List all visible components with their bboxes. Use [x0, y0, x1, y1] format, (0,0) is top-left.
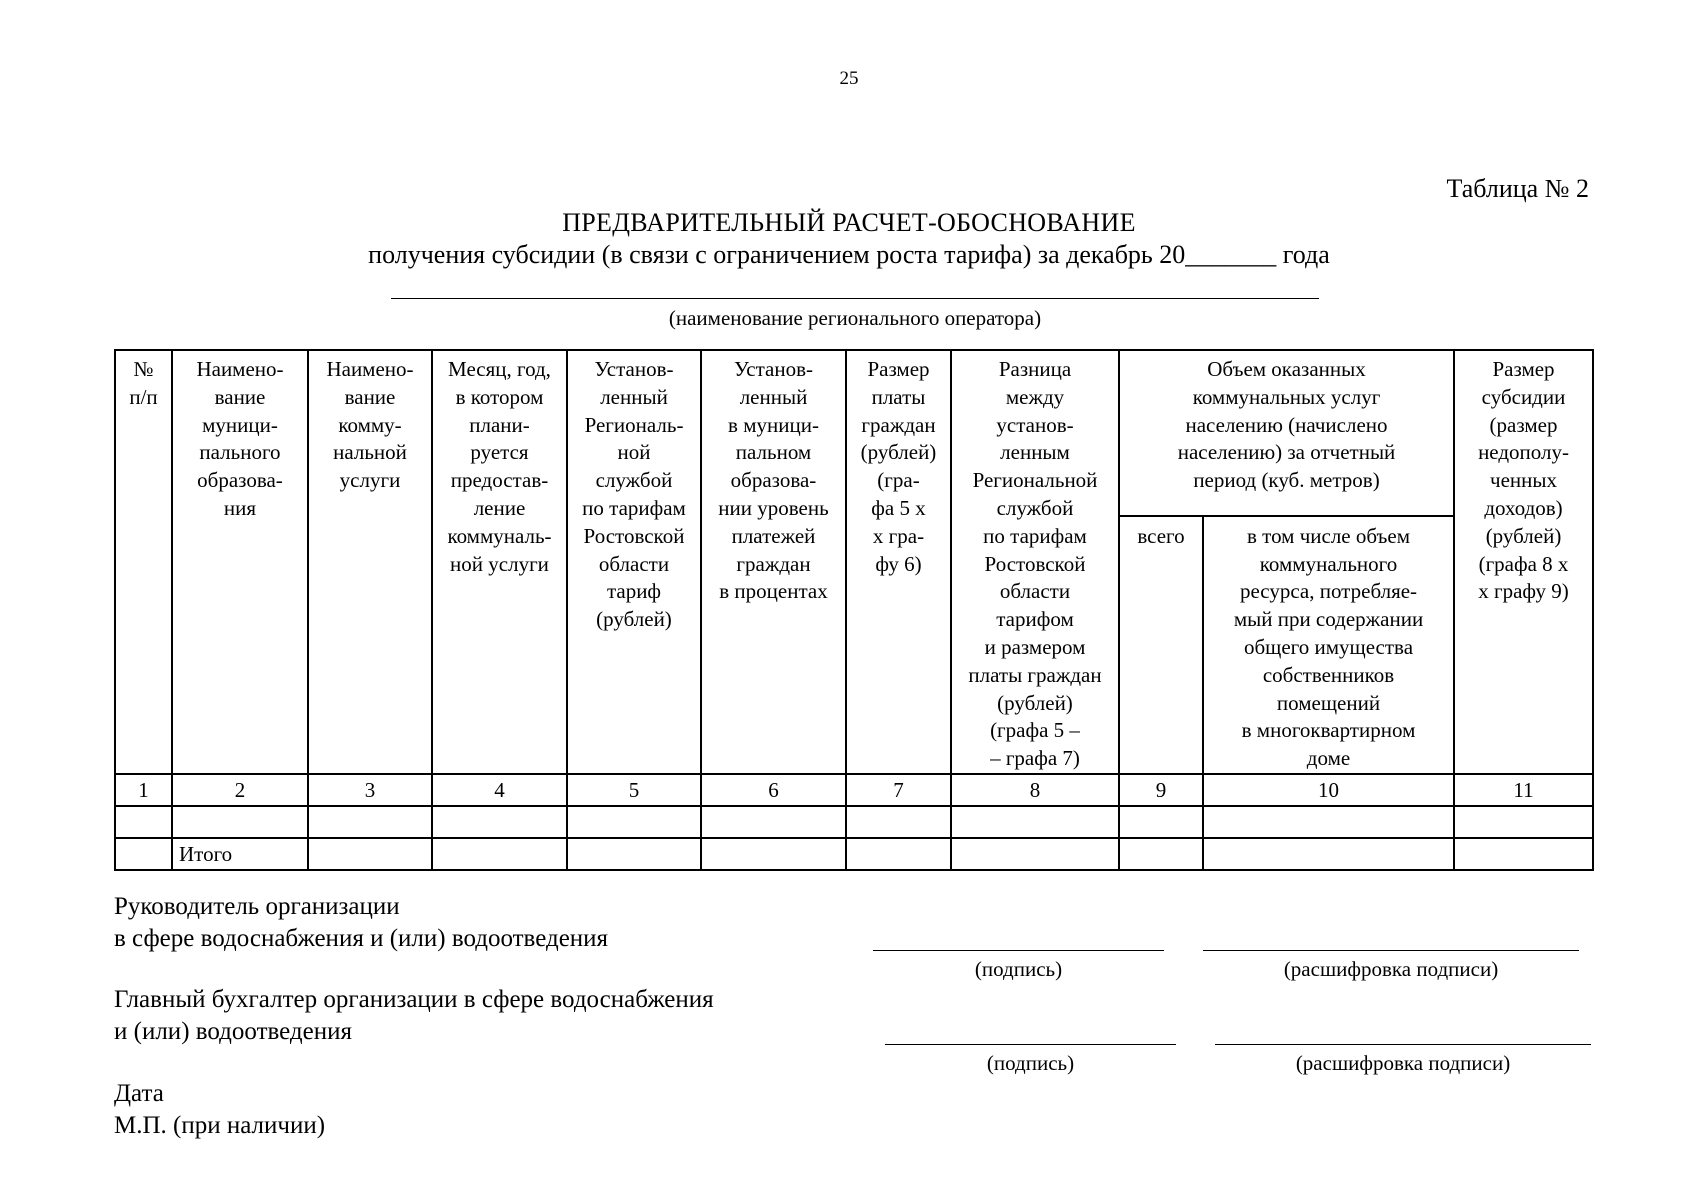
operator-name-line — [391, 298, 1319, 299]
subheader-cell-total: всего — [1119, 516, 1203, 774]
header-cell-citizen-payment: Размер платы граждан (рублей) (гра- фа 5 х х гра- фу 6) — [846, 350, 951, 774]
head-signatory-label: Руководитель организации в сфере водоснабжения и (или) водоотведения — [114, 893, 609, 952]
header-cell-payment-level: Установ- ленный в муници- пальном образова- нии уровень платежей граждан в процентах — [701, 350, 846, 774]
table-cell — [308, 838, 432, 870]
table-cell — [951, 806, 1119, 838]
header-cell-subsidy: Размер субсидии (размер недополу- ченных доходов) (рублей) (графа 8 х х графу 9) — [1454, 350, 1593, 774]
table-cell — [1454, 806, 1593, 838]
page-number: 25 — [839, 68, 859, 89]
column-number: 4 — [432, 774, 567, 806]
header-cell-regional-tariff: Установ- ленный Региональ- ной службой по тарифам Ростовской области тариф (рублей) — [567, 350, 701, 774]
head-signature-line — [873, 950, 1164, 951]
accountant-signatory-label: Главный бухгалтер организации в сфере водоснабжения и (или) водоотведения — [114, 986, 714, 1045]
table-header-row — [115, 350, 1593, 516]
table-cell — [1119, 838, 1203, 870]
column-number: 5 — [567, 774, 701, 806]
header-cell-period: Месяц, год, в котором плани- руется предостав- ление коммуналь- ной услуги — [432, 350, 567, 774]
column-number: 6 — [701, 774, 846, 806]
header-cell-difference: Разница между установ- ленным Региональной службой по тарифам Ростовской области тарифом и размером платы граждан (рублей) (графа 5 – – графа 7) — [951, 350, 1119, 774]
head-decoding-caption: (расшифровка подписи) — [1283, 957, 1499, 981]
header-cell-service: Наимено- вание комму- нальной услуги — [308, 350, 432, 774]
column-number: 9 — [1119, 774, 1203, 806]
table-cell — [432, 838, 567, 870]
subsidy-calculation-table — [114, 349, 1594, 871]
document-title: ПРЕДВАРИТЕЛЬНЫЙ РАСЧЕТ-ОБОСНОВАНИЕ — [562, 208, 1136, 237]
accountant-signature-caption: (подпись) — [986, 1051, 1075, 1075]
header-cell-volume: Объем оказанных коммунальных услуг населению (начислено населению) за отчетный период (куб. метров) — [1119, 350, 1454, 516]
accountant-signature-line — [885, 1044, 1176, 1045]
table-cell — [701, 806, 846, 838]
column-number: 1 — [115, 774, 172, 806]
head-decoding-line — [1203, 950, 1579, 951]
table-cell — [701, 838, 846, 870]
column-number: 10 — [1203, 774, 1454, 806]
stamp-label: М.П. (при наличии) — [114, 1112, 326, 1139]
total-label: Итого — [172, 838, 308, 870]
column-number: 11 — [1454, 774, 1593, 806]
table-cell — [846, 806, 951, 838]
accountant-decoding-caption: (расшифровка подписи) — [1295, 1051, 1511, 1075]
operator-caption: (наименование регионального оператора) — [668, 306, 1042, 330]
head-signature-caption: (подпись) — [974, 957, 1063, 981]
table-row-empty — [115, 806, 1593, 838]
table-cell — [567, 838, 701, 870]
date-label: Дата — [114, 1080, 164, 1107]
column-number: 8 — [951, 774, 1119, 806]
table-cell — [567, 806, 701, 838]
table-label: Таблица № 2 — [1446, 174, 1589, 203]
table-row-total — [115, 838, 1593, 870]
column-number: 2 — [172, 774, 308, 806]
table-cell — [432, 806, 567, 838]
column-number: 3 — [308, 774, 432, 806]
header-cell-municipality: Наимено- вание муници- пального образова- ния — [172, 350, 308, 774]
table-cell — [1119, 806, 1203, 838]
table-cell — [1454, 838, 1593, 870]
table-cell — [1203, 838, 1454, 870]
table-cell — [115, 806, 172, 838]
table-cell — [115, 838, 172, 870]
table-cell — [308, 806, 432, 838]
document-subtitle: получения субсидии (в связи с ограничением роста тарифа) за декабрь 20_______ года — [368, 240, 1330, 269]
table-cell — [172, 806, 308, 838]
header-cell-number: № п/п — [115, 350, 172, 774]
column-number-row — [115, 774, 1593, 806]
table-cell — [846, 838, 951, 870]
subheader-cell-common-property: в том числе объем коммунального ресурса, потребляе- мый при содержании общего имущества собственников помещений в многоквартирном доме — [1203, 516, 1454, 774]
accountant-decoding-line — [1215, 1044, 1591, 1045]
column-number: 7 — [846, 774, 951, 806]
table-cell — [1203, 806, 1454, 838]
table-cell — [951, 838, 1119, 870]
